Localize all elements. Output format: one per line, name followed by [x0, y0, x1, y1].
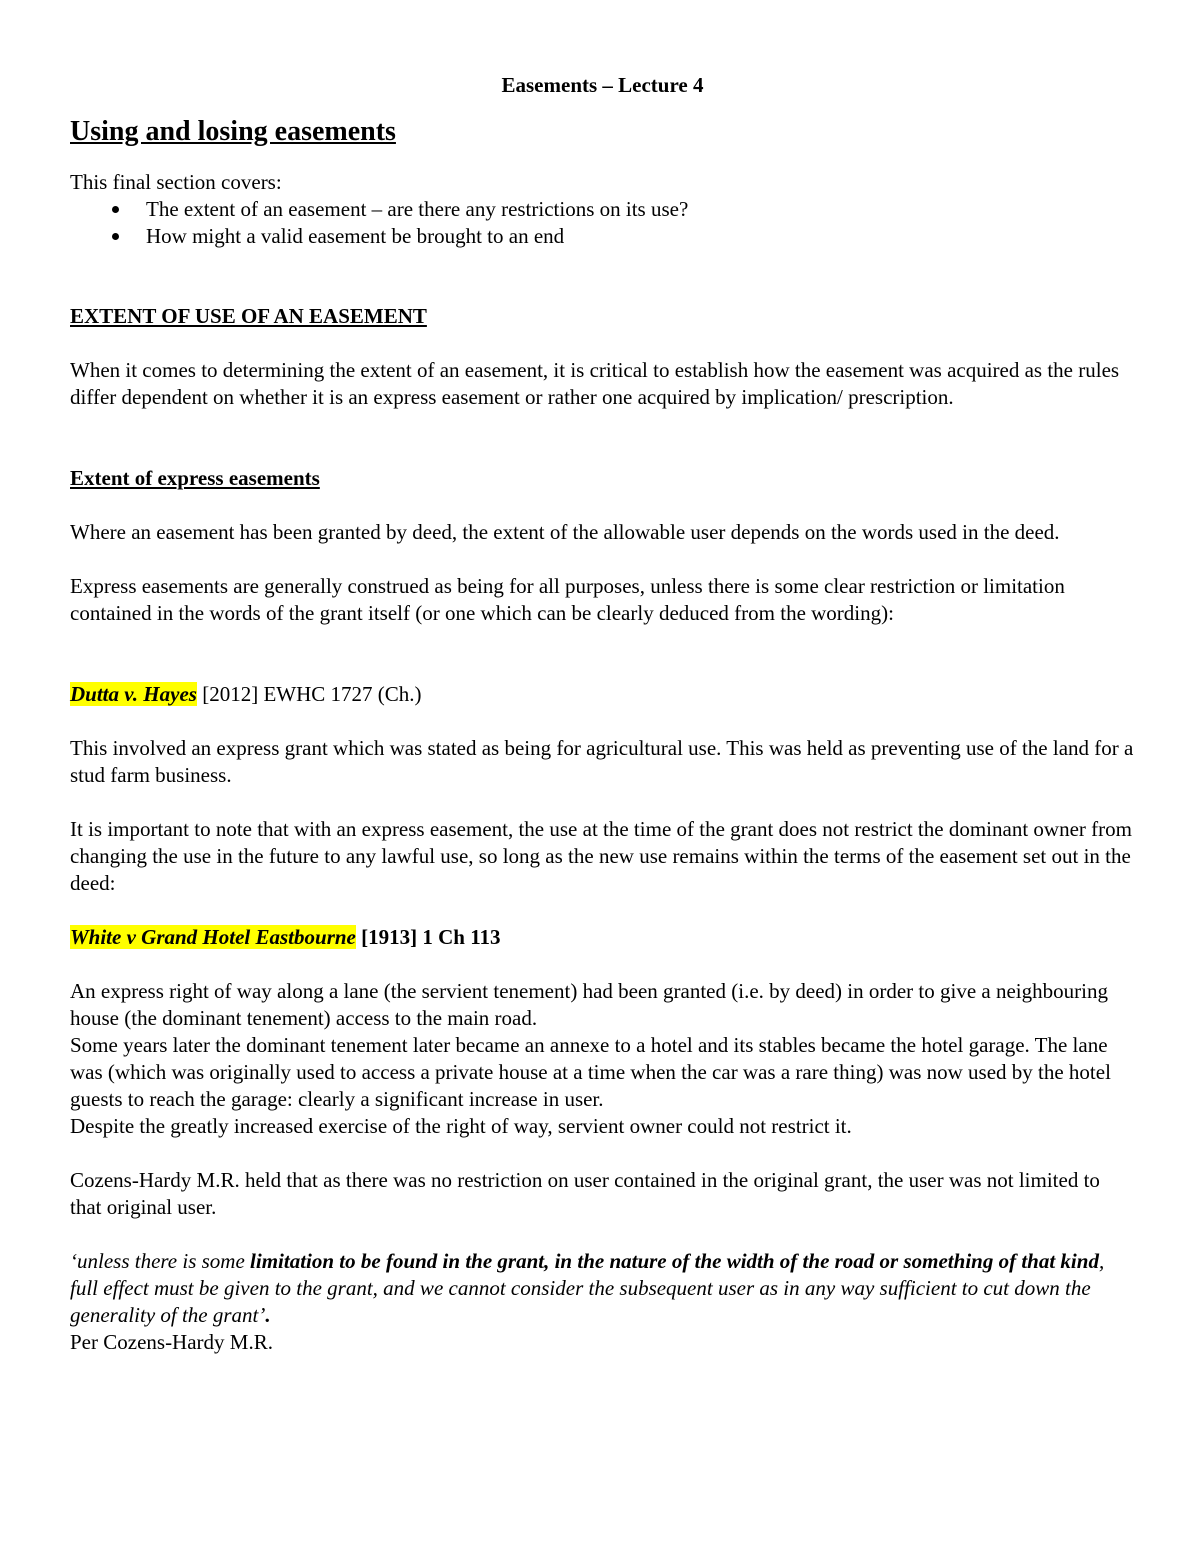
quote-emphasis: limitation to be found in the grant, in the nature of the width of the road or something of that kind	[250, 1249, 1099, 1273]
intro-text: This final section covers:	[70, 170, 282, 194]
case-citation: [2012] EWHC 1727 (Ch.)	[196, 682, 422, 706]
paragraph: Despite the greatly increased exercise of the right of way, servient owner could not restrict it.	[70, 1114, 852, 1138]
section-heading-extent-of-use: EXTENT OF USE OF AN EASEMENT	[70, 304, 427, 328]
paragraph: It is important to note that with an express easement, the use at the time of the grant does not restrict the dominant owner from changing the use in the future to any lawful use, so long as the new use remains within the terms of the easement set out in the deed:	[70, 817, 1132, 895]
bullet-item: The extent of an easement – are there any restrictions on its use?	[70, 196, 1135, 223]
case-heading-dutta	[70, 681, 1135, 708]
quotation	[70, 1248, 1135, 1329]
bullet-list	[70, 196, 1135, 250]
case-name-highlight: White v Grand Hotel Eastbourne	[70, 925, 356, 949]
main-heading: Using and losing easements	[70, 116, 396, 147]
paragraph: Where an easement has been granted by deed, the extent of the allowable user depends on the words used in the deed.	[70, 520, 1060, 544]
paragraph: This involved an express grant which was stated as being for agricultural use. This was held as preventing use of the land for a stud farm business.	[70, 736, 1134, 787]
paragraph: When it comes to determining the extent of an easement, it is critical to establish how the easement was acquired as the rules differ dependent on whether it is an express easement or rather one acquired by implication/ prescription.	[70, 358, 1120, 409]
paragraph: Express easements are generally construed as being for all purposes, unless there is some clear restriction or limitation contained in the words of the grant itself (or one which can be clearly deduced from the wording):	[70, 574, 1065, 625]
case-name-highlight: Dutta v. Hayes	[70, 682, 197, 706]
quote-attribution: Per Cozens-Hardy M.R.	[70, 1330, 273, 1354]
paragraph: Cozens-Hardy M.R. held that as there was no restriction on user contained in the original grant, the user was not limited to that original user.	[70, 1168, 1100, 1219]
quote-end: .	[265, 1303, 271, 1327]
document-page	[70, 72, 1135, 1356]
paragraph: An express right of way along a lane (the servient tenement) had been granted (i.e. by deed) in order to give a neighbouring house (the dominant tenement) access to the main road.	[70, 979, 1108, 1030]
paragraph: Some years later the dominant tenement later became an annexe to a hotel and its stables became the hotel garage. The lane was (which was originally used to access a private house at a time when the car was a rare thing) was now used by the hotel guests to reach the garage: clearly a significant increase in user.	[70, 1033, 1111, 1111]
case-heading-white	[70, 924, 1135, 951]
case-citation: [1913] 1 Ch 113	[355, 925, 501, 949]
subheading-express-easements: Extent of express easements	[70, 466, 320, 490]
document-title: Easements – Lecture 4	[501, 73, 704, 97]
quote-text: ‘unless there is some	[70, 1249, 251, 1273]
quote-text: , full effect must be given to the grant, and we cannot consider the subsequent user as in any way sufficient to cut down the generality of the grant’	[70, 1249, 1105, 1327]
bullet-item: How might a valid easement be brought to an end	[70, 223, 1135, 250]
